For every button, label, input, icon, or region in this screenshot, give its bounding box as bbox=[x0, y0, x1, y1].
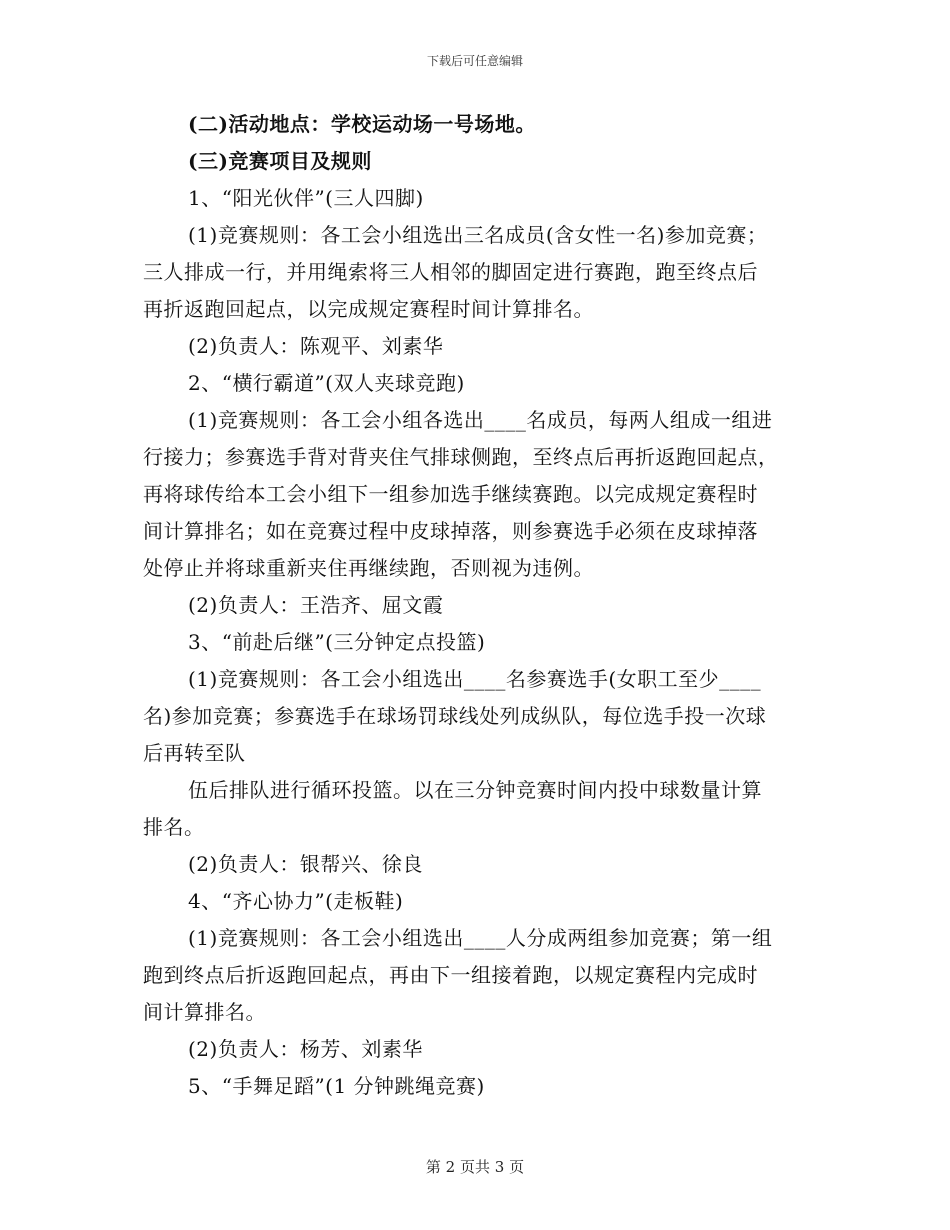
item-1-rules bbox=[143, 217, 808, 328]
text-line: (1)竞赛规则：各工会小组各选出____名成员，每两人组成一组进 bbox=[188, 408, 773, 432]
item-4-owner bbox=[143, 1031, 808, 1068]
section-venue bbox=[143, 106, 808, 143]
text-line: 后再转至队 bbox=[143, 741, 246, 765]
text-line: 再折返跑回起点，以完成规定赛程时间计算排名。 bbox=[143, 297, 594, 321]
item-2-rules bbox=[143, 402, 808, 587]
item-3-rules bbox=[143, 661, 808, 772]
text-line: 伍后排队进行循环投篮。以在三分钟竞赛时间内投中球数量计算 bbox=[188, 778, 762, 802]
text-line: 间计算排名。 bbox=[143, 1000, 266, 1024]
text-line: 行接力；参赛选手背对背夹住气排球侧跑，至终点后再折返跑回起点， bbox=[143, 445, 779, 469]
text-line: (二)活动地点：学校运动场一号场地。 bbox=[188, 112, 536, 136]
item-2-title bbox=[143, 365, 808, 402]
text-line: 再将球传给本工会小组下一组参加选手继续赛跑。以完成规定赛程时 bbox=[143, 482, 758, 506]
text-line: 间计算排名；如在竞赛过程中皮球掉落，则参赛选手必须在皮球掉落 bbox=[143, 519, 758, 543]
text-line: 排名。 bbox=[143, 815, 205, 839]
text-line: (2)负责人：王浩齐、屈文霞 bbox=[188, 593, 444, 617]
item-3-rules-cont bbox=[143, 772, 808, 846]
text-line: (1)竞赛规则：各工会小组选出三名成员(含女性一名)参加竞赛； bbox=[188, 223, 768, 247]
text-line: 跑到终点后折返跑回起点，再由下一组接着跑，以规定赛程内完成时 bbox=[143, 963, 758, 987]
item-4-rules bbox=[143, 920, 808, 1031]
text-line: 3、“前赴后继”(三分钟定点投篮) bbox=[188, 630, 486, 654]
text-line: 三人排成一行，并用绳索将三人相邻的脚固定进行赛跑，跑至终点后 bbox=[143, 260, 758, 284]
text-line: 名)参加竞赛；参赛选手在球场罚球线处列成纵队，每位选手投一次球 bbox=[143, 704, 767, 728]
text-line: (2)负责人：陈观平、刘素华 bbox=[188, 334, 444, 358]
page-header: 下载后可任意编辑 bbox=[426, 54, 523, 68]
text-line: (1)竞赛规则：各工会小组选出____人分成两组参加竞赛；第一组 bbox=[188, 926, 773, 950]
item-1-owner bbox=[143, 328, 808, 365]
document-body bbox=[143, 106, 808, 1105]
item-4-title bbox=[143, 883, 808, 920]
page-footer: 第 2 页共 3 页 bbox=[425, 1158, 525, 1176]
item-3-owner bbox=[143, 846, 808, 883]
text-line: 5、“手舞足蹈”(1 分钟跳绳竞赛) bbox=[188, 1074, 485, 1098]
section-rules-heading bbox=[143, 143, 808, 180]
text-line: 处停止并将球重新夹住再继续跑，否则视为违例。 bbox=[143, 556, 594, 580]
text-line: 1、“阳光伙伴”(三人四脚) bbox=[188, 186, 424, 210]
text-line: (2)负责人：银帮兴、徐良 bbox=[188, 852, 423, 876]
text-line: (三)竞赛项目及规则 bbox=[188, 149, 372, 173]
text-line: 4、“齐心协力”(走板鞋) bbox=[188, 889, 404, 913]
item-3-title bbox=[143, 624, 808, 661]
text-line: (1)竞赛规则：各工会小组选出____名参赛选手(女职工至少____ bbox=[188, 667, 762, 691]
item-5-title bbox=[143, 1068, 808, 1105]
text-line: (2)负责人：杨芳、刘素华 bbox=[188, 1037, 423, 1061]
item-1-title bbox=[143, 180, 808, 217]
text-line: 2、“横行霸道”(双人夹球竞跑) bbox=[188, 371, 465, 395]
item-2-owner bbox=[143, 587, 808, 624]
